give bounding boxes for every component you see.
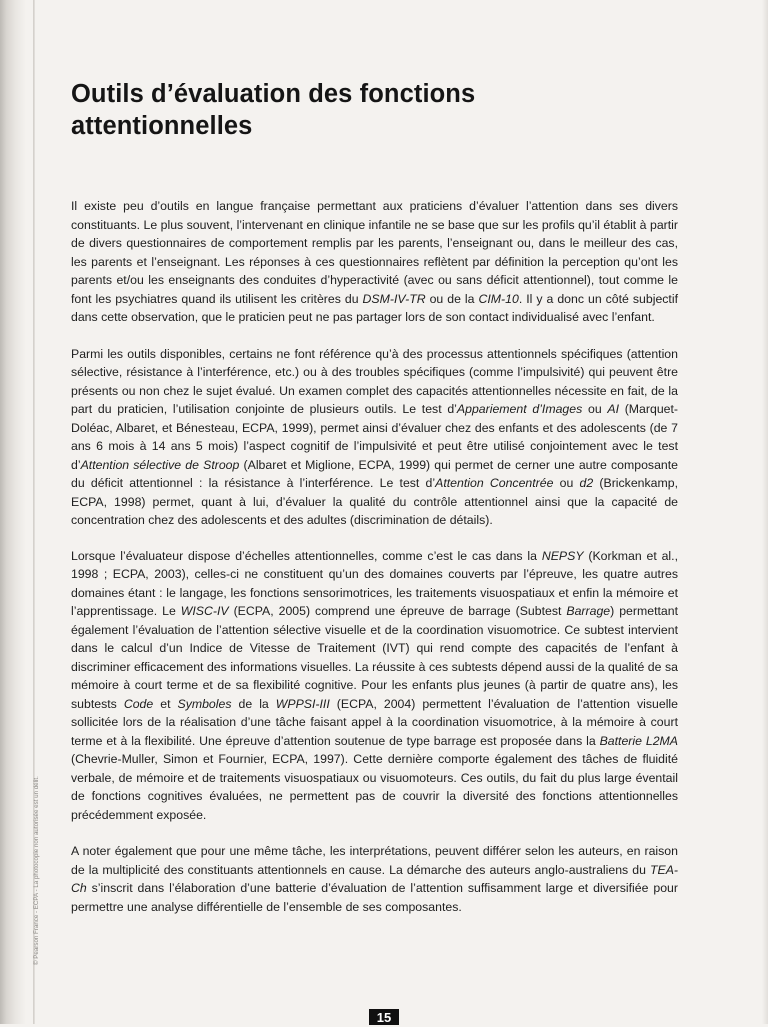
text-run: et (153, 696, 178, 711)
text-run: Il existe peu d’outils en langue française permettant aux praticiens d’évaluer l’attention dans ses divers constituants. Le plus souvent, l’intervenant en clinique infantile ne se base que sur les profils qu’il établit à partir de divers questionnaires de comportement remplis par les parents, l’enseignant ou, dans le meilleur des cas, les parents et l’enseignant. Les réponses à ces questionnaires reflètent par définition la perception qu’ont les parents et/ou les enseignants des conduites d’hyperactivité (avec ou sans déficit attentionnel), tout comme le font les psychiatres quand ils utilisent les critères du (71, 199, 678, 306)
text-run: Lorsque l’évaluateur dispose d’échelles attentionnelles, comme c’est le cas dans la (71, 548, 542, 563)
text-run: (Chevrie-Muller, Simon et Fournier, ECPA, 1997). Cette dernière comporte également des tâches de fluidité verbale, de mémoire et de traitements visuospatiaux ou visuomoteurs. Ces outils, du fait du plus large éventail de fonctions cognitives évaluées, ne permettent pas de couvrir la diversité des fonctions attentionnelles précédemment exposée. (71, 752, 678, 822)
italic-run: Symboles (177, 696, 232, 711)
paragraph (71, 547, 678, 825)
text-run: (Albaret et Miglione, ECPA, 1999) qui permet de cerner une autre composante du déficit attentionnel : la résistance à l’interférence. Le test d’ (71, 457, 678, 490)
italic-run: AI (607, 402, 619, 416)
italic-run: d2 (579, 476, 594, 490)
paragraph (71, 197, 678, 327)
italic-run: Barrage (566, 604, 611, 618)
text-run: ou de la (425, 291, 479, 306)
italic-run: Code (123, 696, 154, 711)
body-text (71, 197, 678, 934)
italic-run: TEA-Ch (71, 862, 678, 895)
text-run: (Korkman et al., 1998 ; ECPA, 2003), celles-ci ne constituent qu’un des domaines couverts par l’épreuve, les quatre autres domaines étant : le langage, les fonctions sensorimotrices, les traitements visuospatiaux et enfin la mémoire et l’apprentissage. Le (71, 548, 678, 618)
copyright-notice: © Pearson France - ECPA - La photocopie non autorisée est un délit. (33, 776, 40, 965)
italic-run: Attention sélective de Stroop (80, 457, 240, 472)
text-run: (Marquet-Doléac, Albaret, et Bénesteau, ECPA, 1999), permet ainsi d’évaluer chez des enfants et des adolescents (de 7 ans 6 mois à 14 ans 5 mois) l’aspect cognitif de l’impulsivité et peut être utilisé conjointement avec le test d’ (71, 402, 679, 472)
text-run: (ECPA, 2004) permettent l’évaluation de l’attention visuelle sollicitée lors de la réalisation d’une tâche faisant appel à la coordination visuomotrice, à la mémoire à court terme et à la flexibilité. Une épreuve d’attention soutenue de type barrage est proposée dans la (71, 696, 679, 748)
page-right-edge (762, 0, 768, 1024)
text-run: ) permettant également l’évaluation de l’attention sélective visuelle et de la coordination visuomotrice. Ce subtest intervient dans le calcul d’un Indice de Vitesse de Traitement (IVT) qui rend compte des capacités de l’enfant à discriminer efficacement des informations visuelles. La réussite à ces subtests dépend aussi de la qualité de sa mémoire à court terme et de sa flexibilité cognitive. Pour les enfants plus jeunes (à partir de quatre ans), les subtests (71, 604, 678, 711)
italic-run: CIM-10 (478, 291, 519, 306)
text-run: (Brickenkamp, ECPA, 1998) permet, quant à lui, d’évaluer la qualité du contrôle attentionnel ainsi que la capacité de concentration chez des adolescents et des adultes (discrimination de détails). (71, 476, 678, 527)
text-run: A noter également que pour une même tâche, les interprétations, peuvent différer selon les auteurs, en raison de la multiplicité des constituants attentionnels en cause. La démarche des auteurs anglo-australiens du (71, 844, 678, 877)
page-binding-shadow (0, 0, 26, 1024)
text-run: . Il y a donc un côté subjectif dans cette observation, que le praticien peut ne pas partager lors de son contact individualisé avec l’enfant. (71, 291, 678, 324)
italic-run: Appariement d’Images (456, 402, 583, 416)
italic-run: NEPSY (541, 548, 584, 563)
italic-run: DSM-IV-TR (362, 291, 426, 306)
italic-run: WPPSI-III (275, 696, 330, 711)
text-run: ou (553, 476, 580, 490)
text-run: ou (582, 402, 608, 416)
page-title: Outils d’évaluation des fonctions attentionnelles (71, 80, 476, 140)
text-run: (ECPA, 2005) comprend une épreuve de barrage (Subtest (228, 604, 567, 618)
text-run: s’inscrit dans l’élaboration d’une batterie d’évaluation de l’attention suffisamment large et diversifiée pour permettre une analyse différentielle de l’ensemble de ses composantes. (71, 881, 678, 914)
italic-run: WISC-IV (180, 604, 229, 618)
paragraph (71, 842, 678, 916)
page-number: 15 (369, 1009, 399, 1025)
paragraph (71, 345, 678, 530)
italic-run: Batterie L2MA (599, 733, 678, 748)
text-run: de la (231, 696, 276, 711)
italic-run: Attention Concentrée (435, 476, 554, 490)
text-run: Parmi les outils disponibles, certains ne font référence qu’à des processus attentionnels spécifiques (attention sélective, résistance à l’interférence, etc.) ou à des troubles spécifiques (comme l’impulsivité) qui peuvent être présents ou non chez le sujet évalué. Un examen complet des capacités attentionnelles nécessite en fait, de la part du praticien, l’utilisation conjointe de plusieurs outils. Le test d’ (71, 346, 678, 416)
